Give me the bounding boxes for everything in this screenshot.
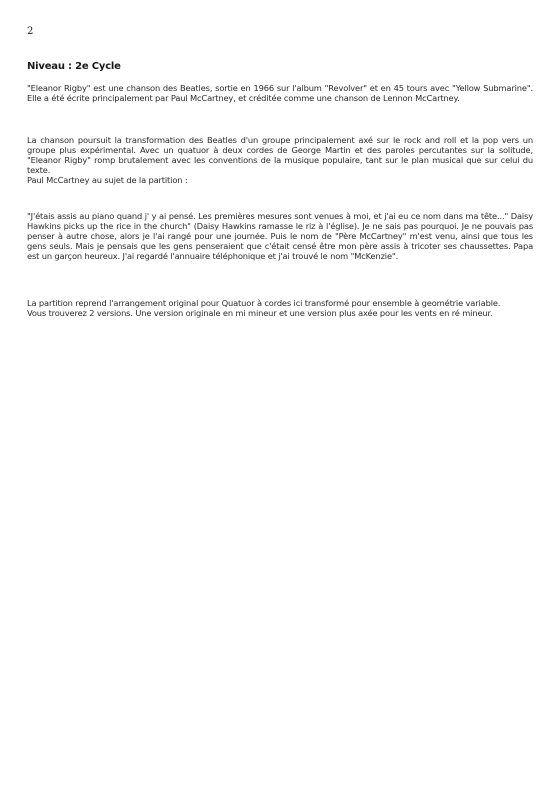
versions-paragraph: Vous trouverez 2 versions. Une version originale en mi mineur et une version plus axée pour les vents en ré mineur. bbox=[27, 307, 493, 318]
arrangement-paragraph-block bbox=[27, 299, 533, 319]
level-heading: Niveau : 2e Cycle bbox=[27, 61, 121, 72]
quote-paragraph-block bbox=[27, 212, 533, 262]
intro-paragraph-block bbox=[27, 84, 533, 104]
arrangement-paragraph: La partition reprend l'arrangement original pour Quatuor à cordes ici transformé pour ensemble à geométrie variable. bbox=[27, 298, 501, 308]
quote-paragraph: "J'étais assis au piano quand j' y ai pensé. Les premières mesures sont venues à moi, et j'ai eu ce nom dans ma tête..." Daisy Hawkins picks up the rice in the church" (Daisy Hawkins ramasse le riz à l'église). Je ne sais pas pourquoi. Je ne pouvais pas penser à autre chose, alors je l'ai rangé pour une journée. Puis le nom de "Père McCartney" m'est venu, ainsi que tous les gens seuls. Mais je pensais que les gens penseraient que c'était censé être mon père assis à tricoter ses chaussettes. Papa est un garçon heureux. J'ai regardé l'annuaire téléphonique et j'ai trouvé le nom "McKenzie". bbox=[27, 211, 533, 261]
page-number: 2 bbox=[27, 26, 34, 37]
transformation-paragraph-block bbox=[27, 136, 533, 186]
mccartney-intro-line: Paul McCartney au sujet de la partition : bbox=[27, 174, 188, 185]
transformation-paragraph: La chanson poursuit la transformation des Beatles d'un groupe principalement axé sur le rock and roll et la pop vers un groupe plus expérimental. Avec un quatuor à deux cordes de George Martin et des paroles percutantes sur la solitude, "Eleanor Rigby" romp brutalement avec les conventions de la musique populaire, tant sur le plan musical que sur celui du texte. bbox=[27, 135, 533, 175]
intro-paragraph: "Eleanor Rigby" est une chanson des Beatles, sortie en 1966 sur l'album "Revolver" et en 45 tours avec "Yellow Submarine". Elle a été écrite principalement par Paul McCartney, et créditée comme une chanson de Lennon McCartney. bbox=[27, 83, 533, 103]
